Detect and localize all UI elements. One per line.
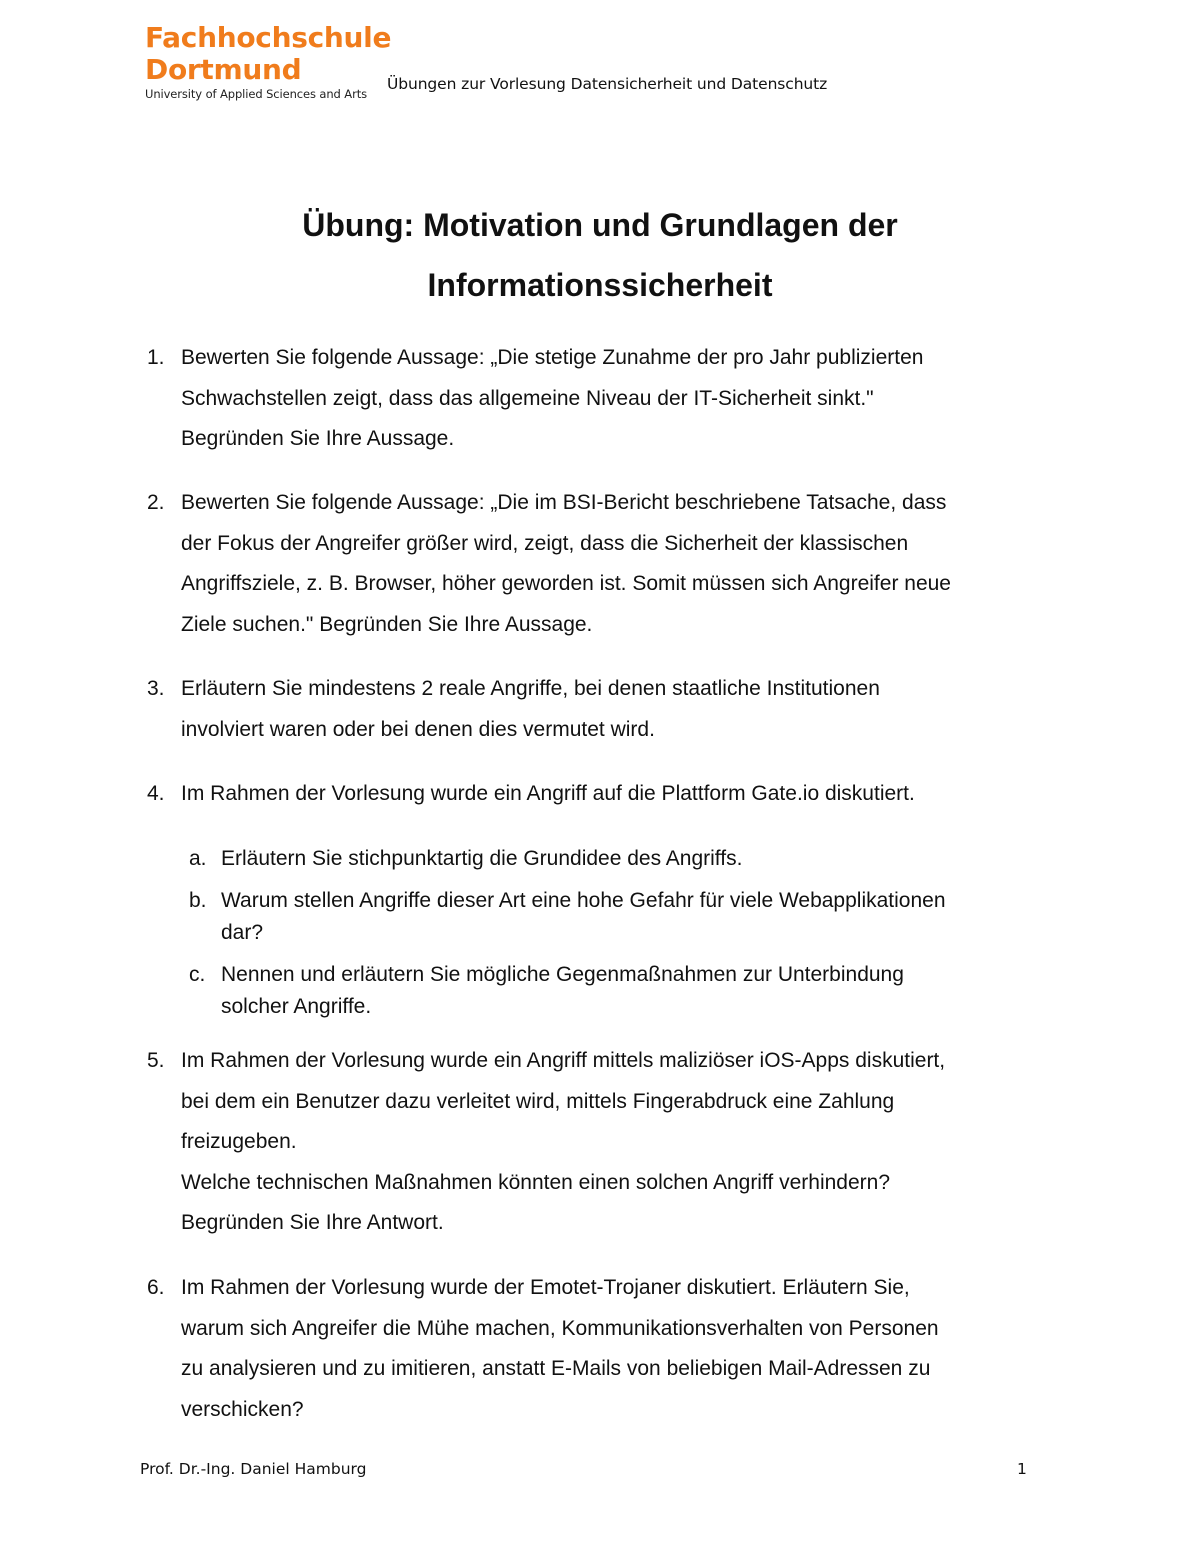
sub-question-text: [221, 885, 1051, 949]
question-text: [181, 774, 1061, 815]
logo-line-1: Fachhochschule: [145, 21, 392, 54]
question-line: Bewerten Sie folgende Aussage: „Die stetige Zunahme der pro Jahr publizierten: [181, 346, 924, 369]
question-line: involviert waren oder bei denen dies vermutet wird.: [181, 717, 655, 741]
sub-question-letter: b.: [189, 889, 207, 912]
exercise-title-line-1: Übung: Motivation und Grundlagen der: [302, 207, 898, 243]
question-line: Bewerten Sie folgende Aussage: „Die im BSI-Bericht beschriebene Tatsache, dass: [181, 491, 947, 514]
question-text: [181, 483, 1061, 645]
question-text: [181, 1041, 1061, 1244]
question-line: Schwachstellen zeigt, dass das allgemeine Niveau der IT-Sicherheit sinkt.": [181, 386, 874, 410]
question-number: 3.: [147, 677, 165, 700]
question-line: freizugeben.: [181, 1130, 297, 1153]
question-line: Welche technischen Maßnahmen könnten einen solchen Angriff verhindern?: [181, 1170, 891, 1194]
question-line: bei dem ein Benutzer dazu verleitet wird, mittels Fingerabdruck eine Zahlung: [181, 1089, 895, 1113]
sub-question-text: [221, 843, 1051, 875]
footer-author: Prof. Dr.-Ing. Daniel Hamburg: [140, 1460, 367, 1478]
question-number: 1.: [147, 346, 165, 369]
question-number: 5.: [147, 1049, 165, 1072]
sub-question-line: dar?: [221, 921, 264, 944]
question-line: Erläutern Sie mindestens 2 reale Angriffe, bei denen staatliche Institutionen: [181, 677, 880, 700]
sub-question-line: solcher Angriffe.: [221, 995, 372, 1018]
question-text: [181, 338, 1061, 460]
sub-question-line: Erläutern Sie stichpunktartig die Grundidee des Angriffs.: [221, 847, 743, 870]
question-line: warum sich Angreifer die Mühe machen, Kommunikationsverhalten von Personen: [181, 1316, 939, 1340]
exercise-title-line-2: Informationssicherheit: [427, 267, 773, 303]
sub-question-letter: a.: [189, 847, 207, 870]
question-text: [181, 669, 1061, 750]
logo-line-2: Dortmund: [145, 53, 302, 86]
question-text: [181, 1268, 1061, 1430]
question-line: Begründen Sie Ihre Antwort.: [181, 1211, 444, 1234]
sub-question-line: Nennen und erläutern Sie mögliche Gegenmaßnahmen zur Unterbindung: [221, 963, 904, 986]
exercise-title: [0, 195, 1200, 315]
logo-subtitle: University of Applied Sciences and Arts: [145, 87, 368, 101]
course-title: Übungen zur Vorlesung Datensicherheit und Datenschutz: [387, 75, 828, 93]
question-number: 4.: [147, 782, 165, 805]
question-line: zu analysieren und zu imitieren, anstatt E-Mails von beliebigen Mail-Adressen zu: [181, 1357, 931, 1380]
question-number: 2.: [147, 491, 165, 514]
question-line: Im Rahmen der Vorlesung wurde ein Angriff mittels maliziöser iOS-Apps diskutiert,: [181, 1049, 946, 1072]
question-line: Im Rahmen der Vorlesung wurde ein Angriff auf die Plattform Gate.io diskutiert.: [181, 782, 915, 805]
question-line: Angriffsziele, z. B. Browser, höher geworden ist. Somit müssen sich Angreifer neue: [181, 572, 951, 595]
university-logo: [145, 22, 391, 101]
question-line: verschicken?: [181, 1397, 304, 1421]
question-line: Begründen Sie Ihre Aussage.: [181, 427, 455, 450]
question-number: 6.: [147, 1276, 165, 1299]
question-line: der Fokus der Angreifer größer wird, zeigt, dass die Sicherheit der klassischen: [181, 531, 909, 555]
sub-question-letter: c.: [189, 963, 206, 986]
footer-page-number: 1: [1017, 1460, 1027, 1478]
question-line: Ziele suchen." Begründen Sie Ihre Aussage.: [181, 612, 593, 636]
sub-question-text: [221, 959, 1051, 1023]
question-line: Im Rahmen der Vorlesung wurde der Emotet-Trojaner diskutiert. Erläutern Sie,: [181, 1276, 910, 1299]
sub-question-line: Warum stellen Angriffe dieser Art eine hohe Gefahr für viele Webapplikationen: [221, 889, 946, 912]
